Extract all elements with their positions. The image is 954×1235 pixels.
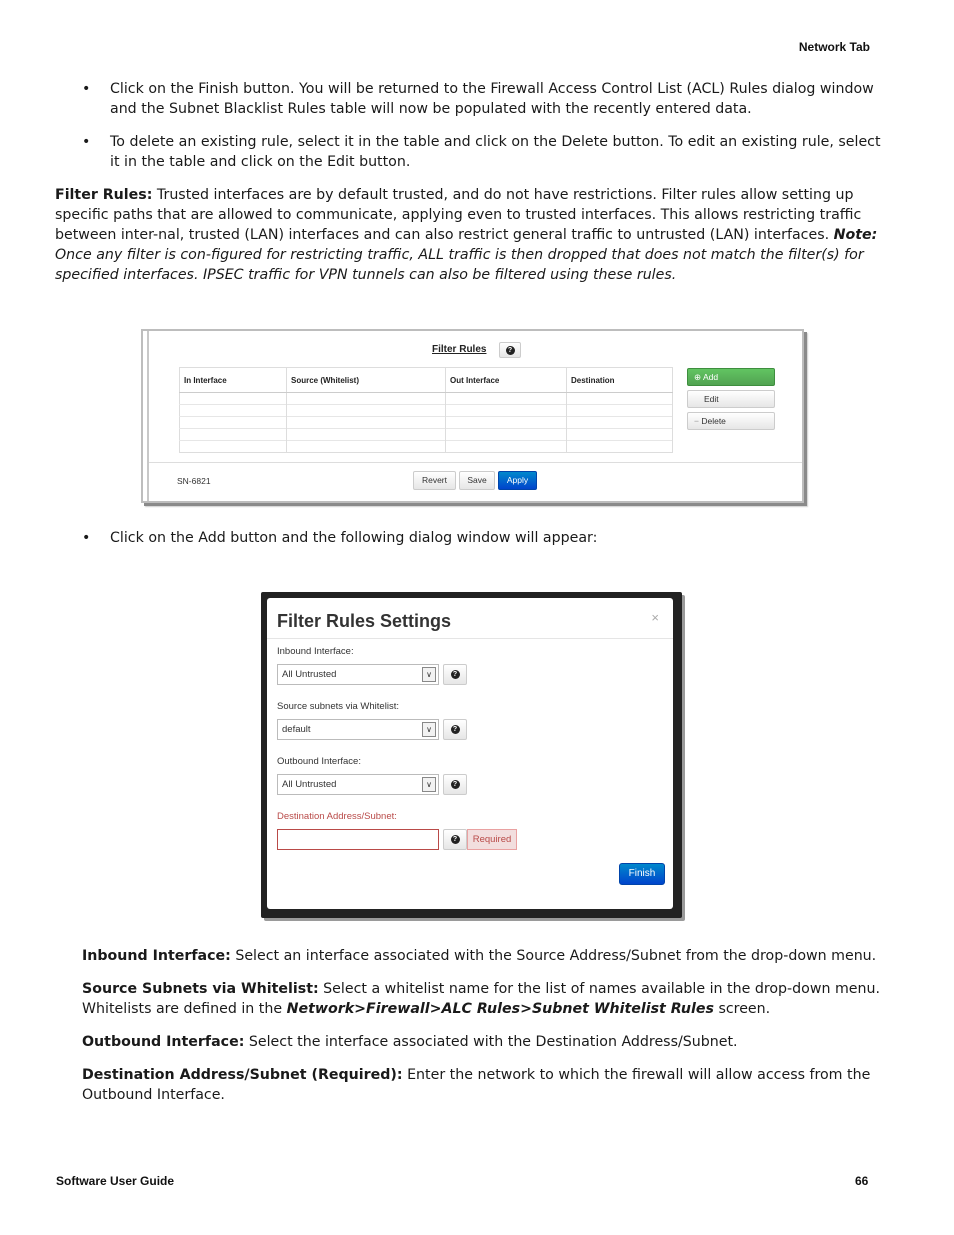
chevron-down-icon: ∨ [422, 777, 436, 792]
revert-button[interactable]: Revert [413, 471, 456, 490]
inbound-help-button[interactable] [443, 664, 467, 685]
source-whitelist-select[interactable]: default ∨ [277, 719, 439, 740]
inbound-interface-select[interactable]: All Untrusted ∨ [277, 664, 439, 685]
def-inbound: Inbound Interface: Select an interface associated with the Source Address/Subnet from the drop-down menu. [82, 948, 877, 964]
apply-button[interactable]: Apply [498, 471, 537, 490]
dialog-divider [267, 638, 673, 639]
page-number: 66 [855, 1174, 869, 1188]
question-icon: ? [506, 346, 515, 355]
device-model: SN-6821 [177, 476, 211, 486]
def-outbound: Outbound Interface: Select the interface associated with the Destination Address/Subnet. [82, 1034, 738, 1050]
source-whitelist-label: Source subnets via Whitelist: [277, 701, 399, 712]
edit-button[interactable]: Edit [687, 390, 775, 408]
outbound-interface-label: Outbound Interface: [277, 756, 361, 767]
delete-button[interactable]: − Delete [687, 412, 775, 430]
filter-rules-text: Trusted interfaces are by default trusted, and do not have restrictions. Filter rules allow setting up specific paths that are allowed to communicate, applying even to trusted interfaces. This allows restricting traffic between inter-nal, trusted (LAN) interfaces and can also restrict general traffic to untrusted (LAN) interfaces. [55, 187, 862, 243]
outbound-interface-select[interactable]: All Untrusted ∨ [277, 774, 439, 795]
required-badge: Required [467, 829, 517, 850]
question-icon: ? [451, 780, 460, 789]
chevron-down-icon: ∨ [422, 722, 436, 737]
footer-title: Software User Guide [56, 1174, 175, 1188]
filter-rules-table [179, 367, 673, 453]
add-button[interactable]: ⊕ Add [687, 368, 775, 386]
destination-input[interactable] [277, 829, 439, 850]
col-in-interface: In Interface [180, 368, 287, 393]
table-row[interactable] [180, 393, 673, 405]
bullet-delete-edit: • To delete an existing rule, select it in the table and click on the Delete button. To edit an existing rule, select it in the table and click on the Edit button. [82, 132, 894, 172]
table-row[interactable] [180, 417, 673, 429]
footer-divider [149, 462, 802, 463]
running-header: Network Tab [798, 40, 870, 54]
question-icon: ? [451, 670, 460, 679]
filter-rules-paragraph [55, 185, 900, 285]
table-row[interactable] [180, 405, 673, 417]
note-lead: Note: [833, 227, 878, 243]
def-source: Source Subnets via Whitelist: Select a whitelist name for the list of names available in the drop-down menu. Whitelists are defined in the Network>Firewall>ALC Rules>Subnet Whitelist Rules screen. [82, 981, 881, 1017]
inbound-interface-label: Inbound Interface: [277, 646, 354, 657]
question-icon: ? [451, 725, 460, 734]
bullet-finish: • Click on the Finish button. You will be returned to the Firewall Access Control List (ACL) Rules dialog window and the Subnet Blacklist Rules table will now be populated with the recently entered data. [82, 79, 894, 119]
source-help-button[interactable] [443, 719, 467, 740]
bullet-add: • Click on the Add button and the following dialog window will appear: [82, 528, 894, 548]
destination-help-button[interactable] [443, 829, 467, 850]
filter-rules-screenshot [141, 329, 804, 503]
save-button[interactable]: Save [459, 471, 495, 490]
filter-rules-settings-screenshot [261, 592, 682, 918]
close-icon[interactable]: × [651, 610, 659, 625]
settings-dialog [267, 598, 673, 909]
help-button[interactable] [499, 342, 521, 358]
col-out-interface: Out Interface [446, 368, 567, 393]
filter-rules-lead: Filter Rules: [55, 187, 153, 203]
dialog-title: Filter Rules Settings [277, 611, 452, 631]
col-destination: Destination [567, 368, 673, 393]
col-source-whitelist: Source (Whitelist) [287, 368, 446, 393]
table-row[interactable] [180, 429, 673, 441]
note-text: Once any filter is con-figured for restricting traffic, ALL traffic is then dropped that does not match the filter(s) for specified interfaces. IPSEC traffic for VPN tunnels can also be filtered using these rules. [55, 247, 864, 283]
def-destination: Destination Address/Subnet (Required): Enter the network to which the firewall will allow access from the Outbound Interface. [82, 1067, 871, 1103]
chevron-down-icon: ∨ [422, 667, 436, 682]
destination-label: Destination Address/Subnet: [277, 811, 397, 822]
question-icon: ? [451, 835, 460, 844]
outbound-help-button[interactable] [443, 774, 467, 795]
table-row[interactable] [180, 441, 673, 453]
filter-rules-title: Filter Rules [432, 344, 487, 355]
finish-button[interactable]: Finish [619, 863, 665, 885]
